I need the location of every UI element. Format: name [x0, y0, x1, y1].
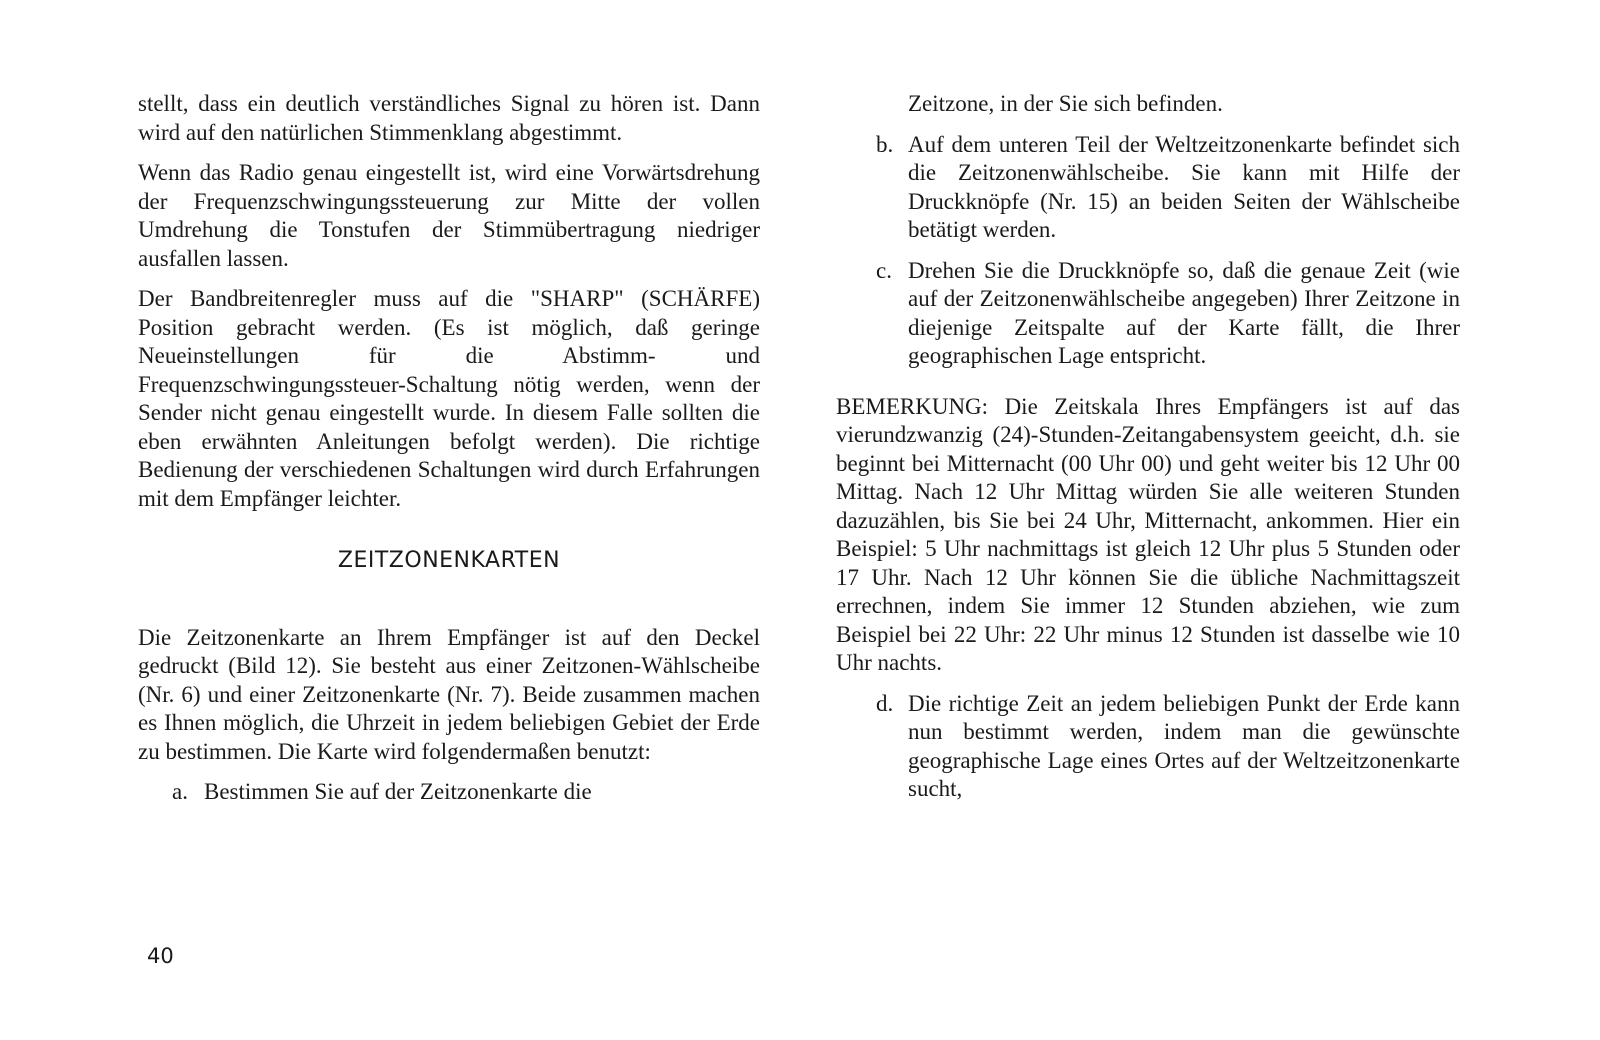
page-number: 40 [147, 944, 174, 968]
list-item-text: Auf dem unteren Teil der Weltzeitzonenkarte befindet sich die Zeitzonenwählscheibe. Sie kann mit Hilfe der Druckknöpfe (Nr. 15) an beiden Seiten der Wählscheibe betätigt werden. [908, 131, 1460, 242]
paragraph-tuning-signal: stellt, dass ein deutlich verständliches Signal zu hören ist. Dann wird auf den natürlichen Stimmenklang abgestimmt. [138, 91, 760, 145]
list-item-label: c. [876, 257, 892, 283]
list-item-text: Drehen Sie die Druckknöpfe so, daß die genaue Zeit (wie auf der Zeitzonenwählscheibe angegeben) Ihrer Zeitzone in diejenige Zeitspalte auf der Karte fällt, die Ihrer geographischen Lage entspricht. [908, 257, 1460, 368]
left-column [138, 90, 760, 819]
list-item-a [172, 778, 760, 807]
right-column [836, 90, 1460, 816]
list-item-a-continuation: Zeitzone, in der Sie sich befinden. [908, 91, 1223, 116]
list-item-d [876, 690, 1460, 804]
list-item-c [876, 257, 1460, 371]
paragraph-time-zone-map: Die Zeitzonenkarte an Ihrem Empfänger ist auf den Deckel gedruckt (Bild 12). Sie besteht aus einer Zeitzonen-Wählscheibe (Nr. 6) und einer Zeitzonenkarte (Nr. 7). Beide zusammen machen es Ihnen möglich, die Uhrzeit in jedem beliebigen Gebiet der Erde zu bestimmen. Die Karte wird folgendermaßen benutzt: [138, 624, 760, 764]
note-paragraph: BEMERKUNG: Die Zeitskala Ihres Empfängers ist auf das vierundzwanzig (24)-Stunden-Zeitangabensystem geeicht, d.h. sie beginnt bei Mitternacht (00 Uhr 00) und geht weiter bis 12 Uhr 00 Mittag. Nach 12 Uhr Mittag würden Sie alle weiteren Stunden dazuzählen, bis Sie bei 24 Uhr, Mitternacht, ankommen. Hier ein Beispiel: 5 Uhr nachmittags ist gleich 12 Uhr plus 5 Stunden oder 17 Uhr. Nach 12 Uhr können Sie die übliche Nachmittagszeit errechnen, indem Sie immer 12 Stunden abziehen, wie zum Beispiel bei 22 Uhr: 22 Uhr minus 12 Stunden ist dasselbe wie 10 Uhr nachts. [836, 393, 1460, 675]
list-item-text: Bestimmen Sie auf der Zeitzonenkarte die [204, 779, 592, 804]
list-item-label: d. [876, 690, 894, 716]
paragraph-bandwidth-regulator: Der Bandbreitenregler muss auf die "SHARP" (SCHÄRFE) Position gebracht werden. (Es ist möglich, daß geringe Neueinstellungen für die Abstimm- und Frequenzschwingungssteuer-Schaltung nötig werden, wenn der Sender nicht genau eingestellt wurde. In diesem Falle sollten die eben erwähnten Anleitungen befolgt werden). Die richtige Bedienung der verschiedenen Schaltungen wird durch Erfahrungen mit dem Empfänger leichter. [138, 286, 760, 511]
list-item-b [876, 131, 1460, 245]
list-item-label: b. [876, 131, 894, 157]
section-heading: ZEITZONENKARTEN [337, 548, 561, 573]
list-item-text: Die richtige Zeit an jedem beliebigen Punkt der Erde kann nun bestimmt werden, indem man die gewünschte geographische Lage eines Ortes auf der Weltzeitzonenkarte sucht, [908, 690, 1460, 801]
list-item-label: a. [172, 779, 188, 804]
paragraph-forward-rotation: Wenn das Radio genau eingestellt ist, wird eine Vorwärtsdrehung der Frequenzschwingungssteuerung zur Mitte der vollen Umdrehung die Tonstufen der Stimmübertragung niedriger ausfallen lassen. [138, 160, 760, 271]
